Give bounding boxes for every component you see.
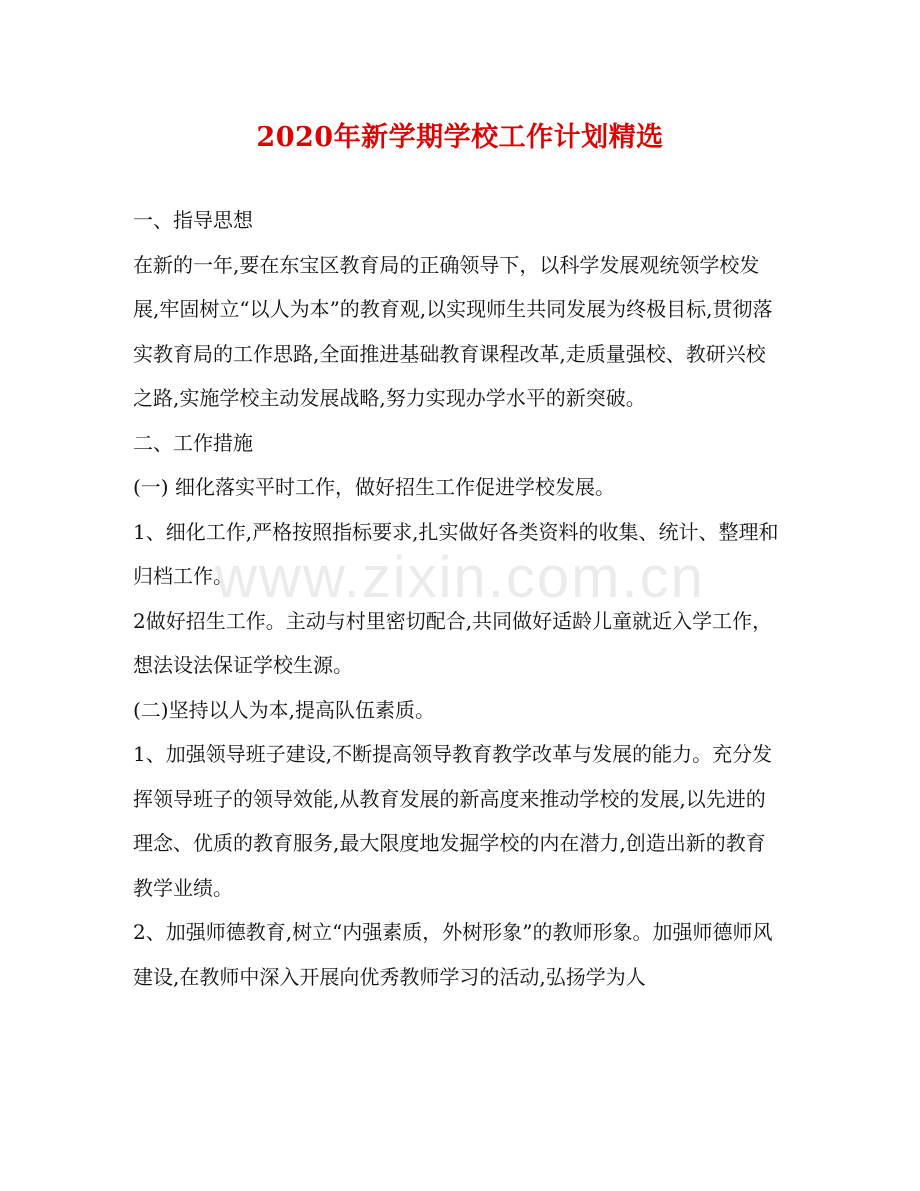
document-body — [133, 198, 783, 999]
subsection-heading-1: (一) 细化落实平时工作，做好招生工作促进学校发展。 — [133, 475, 615, 499]
paragraph-guiding-ideology: 在新的一年,要在东宝区教育局的正确领导下，以科学发展观统领学校发展,牢固树立“以人为本”的教育观,以实现师生共同发展为终极目标,贯彻落实教育局的工作思路,全面推进基础教育课程改革,走质量强校、教研兴校之路,实施学校主动发展战略,努力实现办学水平的新突破。 — [133, 252, 773, 410]
paragraph-item-2: 2做好招生工作。主动与村里密切配合,共同做好适龄儿童就近入学工作，想法设法保证学校生源。 — [133, 608, 773, 677]
subsection-heading-2: (二)坚持以人为本,提高队伍素质。 — [133, 697, 435, 722]
paragraph-item-3: 1、加强领导班子建设,不断提高领导教育教学改革与发展的能力。充分发挥领导班子的领导效能,从教育发展的新高度来推动学校的发展,以先进的理念、优质的教育服务,最大限度地发掘学校的内在潜力,创造出新的教育教学业绩。 — [133, 742, 773, 900]
paragraph-item-4: 2、加强师德教育,树立“内强素质，外树形象”的教师形象。加强师德师风建设,在教师中深入开展向优秀教师学习的活动,弘扬学为人 — [133, 920, 773, 989]
section-heading-guiding-ideology: 一、指导思想 — [133, 208, 253, 232]
paragraph-item-1: 1、细化工作,严格按照指标要求,扎实做好各类资料的收集、统计、整理和归档工作。 — [133, 519, 779, 588]
document-title: 2020年新学期学校工作计划精选 — [256, 122, 664, 153]
watermark: www.zixin.com.cn — [215, 545, 705, 610]
section-heading-work-measures: 二、工作措施 — [133, 430, 253, 455]
